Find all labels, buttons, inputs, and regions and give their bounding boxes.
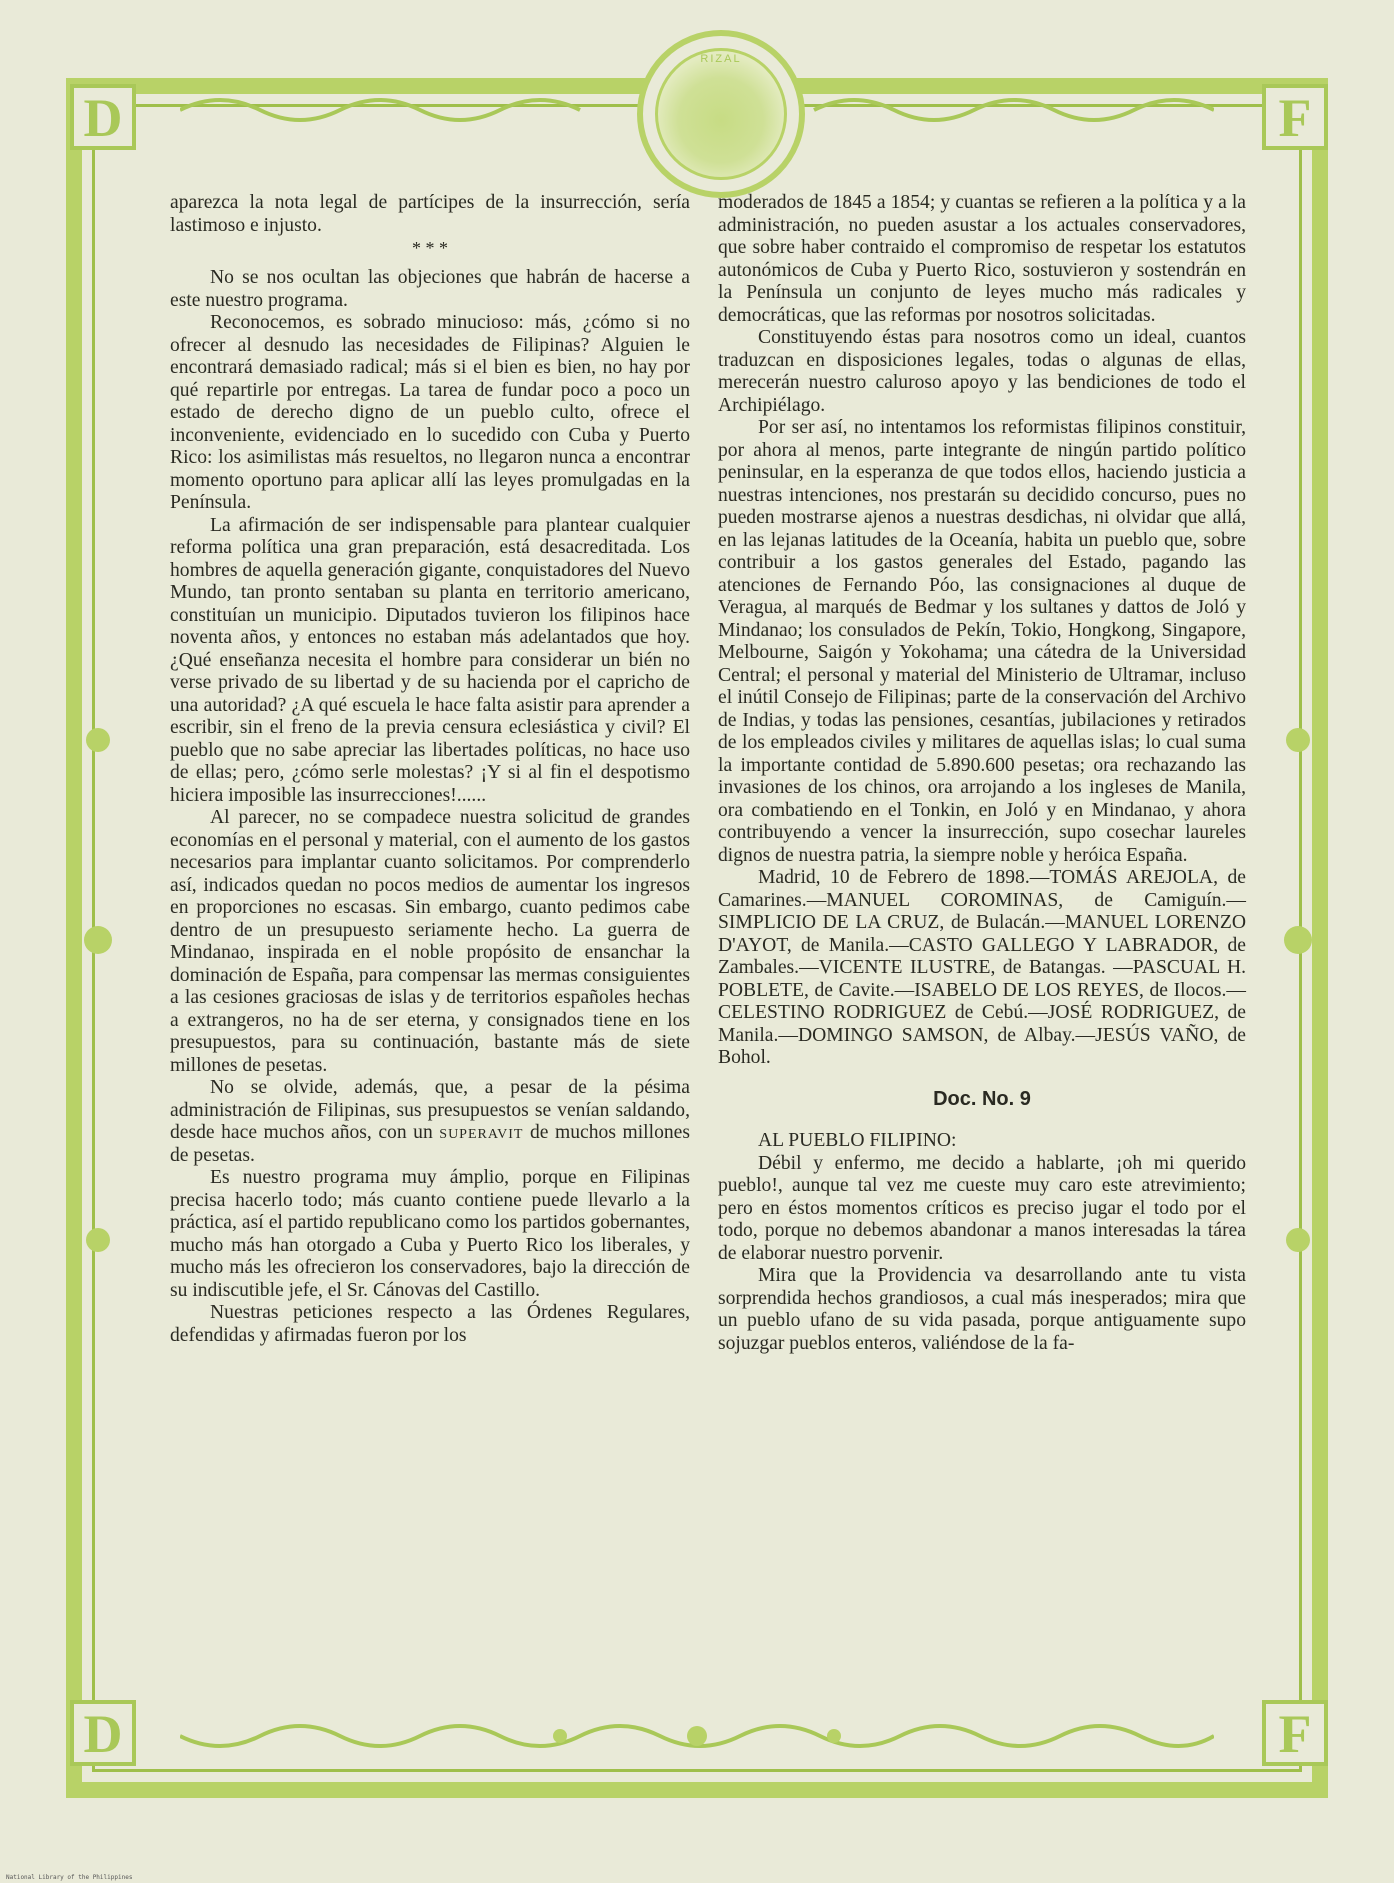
signatures-paragraph: Madrid, 10 de Febrero de 1898.—TOMÁS AREJOLA, de Camarines.—MANUEL COROMINAS, de Camiguín.—SIMPLICIO DE LA CRUZ, de Bulacán.—MANUEL LORENZO D'AYOT, de Manila.—CASTO GALLEGO Y LABRADOR, de Zambales.—VICENTE ILUSTRE, de Batangas. —PASCUAL H. POBLETE, de Cavite.—ISABELO DE LOS REYES, de Ilocos.—CELESTINO RODRIGUEZ de Cebú.—JOSÉ RODRIGUEZ, de Manila.—DOMINGO SAMSON, de Albay.—JESÚS VAÑO, de Bohol.	[718, 867, 1246, 1068]
addressee: AL PUEBLO FILIPINO:	[758, 1130, 957, 1151]
left-column	[170, 192, 690, 1347]
text-run: de muchos millones de pesetas.	[170, 1122, 690, 1166]
right-ornament	[1280, 200, 1316, 1700]
paragraph: Es nuestro programa muy ámplio, porque en Filipinas precisa hacerlo todo; más cuanto contiene puede llevarlo a la práctica, así el partido republicano como los partidos gobernantes, mucho más han otorgado a Cuba y Puerto Rico los liberales, y mucho más les ofrecieron los conservadores, bajo la dirección de su indiscutible jefe, el Sr. Cánovas del Castillo.	[170, 1167, 690, 1301]
text-run-smallcaps: superavit	[439, 1122, 524, 1143]
paragraph: Por ser así, no intentamos los reformistas filipinos constituir, por ahora al menos, parte integrante de ningún partido político peninsular, en la esperanza de que todos ellos, haciendo justicia a nuestras intenciones, nos prestarán su decidido concurso, pues no pueden mostrarse ajenos a nuestras desdichas, ni olvidar que allá, en las lejanas latitudes de la Oceanía, habita un pueblo que, sobre contribuir a los gastos generales del Estado, pagando las atenciones de Fernando Póo, las consignaciones al duque de Veragua, al marqués de Bedmar y los sultanes y dattos de Joló y Mindanao; los consulados de Pekín, Tokio, Hongkong, Singapore, Melbourne, Saigón y Yokohama; una cátedra de la Universidad Central; el personal y material del Ministerio de Ultramar, incluso el inútil Consejo de Filipinas; parte de la conservación del Archivo de Indias, y todas las pensiones, cesantías, jubilaciones y retirados de los empleados civiles y militares de aquellas islas; lo cual suma la importante contidad de 5.890.600 pesetas; ora rechazando las invasiones de los chinos, ora arrojando a los ingleses de Manila, ora combatiendo en el Tonkin, en Joló y en Mindanao, y ahora contribuyendo a vencer la insurrección, supo cosechar laureles dignos de nuestra patria, la siempre noble y heróica España.	[718, 417, 1246, 866]
paragraph: Al parecer, no se compadece nuestra solicitud de grandes economías en el personal y material, con el aumento de los gastos necesarios para implantar cuanto solicitamos. Por comprenderlo así, indicados quedan no pocos medios de aumentar los ingresos en proporciones no escasas. Sin embargo, cuanto pedimos cabe dentro de un presupuesto seriamente hecho. La guerra de Mindanao, inspirada en el noble propósito de ensanchar la dominación de España, para compensar las mermas consiguientes a las cesiones graciosas de islas y de territorios españoles hechas a extrangeros, no ha de ser eterna, y consignados tiene en los presupuestos, para su continuación, bastante más de siete millones de pesetas.	[170, 807, 690, 1076]
paragraph: Constituyendo éstas para nosotros como un ideal, cuantos traduzcan en disposiciones legales, todas o algunas de ellas, merecerán nuestro caluroso apoyo y las bendiciones de todo el Archipiélago.	[718, 327, 1246, 416]
paragraph: No se nos ocultan las objeciones que habrán de hacerse a este nuestro programa.	[170, 267, 690, 311]
section-separator: * * *	[412, 238, 448, 258]
medallion-label: RIZAL	[700, 53, 742, 65]
library-credit: National Library of the Philippines	[6, 1874, 133, 1881]
corner-initial-top-right: F	[1262, 84, 1328, 150]
portrait-medallion	[637, 30, 805, 198]
paragraph: moderados de 1845 a 1854; y cuantas se refieren a la política y a la administración, no pueden asustar a los actuales conservadores, que sobre haber contraido el compromiso de respetar los estatutos autonómicos de Cuba y Puerto Rico, sostuvieron y sostendrán en la Península un conjunto de leyes mucho más radicales y democráticas, que las reformas por nosotros solicitadas.	[718, 192, 1246, 326]
right-column	[718, 192, 1246, 1355]
text-run: No se olvide, además, que, a pesar de la pésima administración de Filipinas, sus presupuestos se venían saldando, desde hace muchos años, con un	[170, 1077, 690, 1143]
paragraph	[170, 1077, 690, 1167]
portrait-image	[655, 48, 787, 180]
corner-initial-bottom-left: D	[70, 1700, 136, 1766]
paragraph: La afirmación de ser indispensable para plantear cualquier reforma política una gran preparación, está desacreditada. Los hombres de aquella generación gigante, conquistadores del Nuevo Mundo, tan pronto sentaban su planta en territorio americano, constituían un municipio. Diputados tuvieron los filipinos hace noventa años, y entonces no estaban más adelantados que hoy. ¿Qué enseñanza necesita el hombre para considerar un bién no verse privado de su libertad y de su hacienda por el capricho de una autoridad? ¿A qué escuela le hace falta asistir para aprender a escribir, sin el freno de la previa censura eclesiástica y civil? El pueblo que no sabe apreciar las libertades políticas, no hace uso de ellas; pero, ¿cómo serle molestas? ¡Y si al fin el despotismo hiciera imposible las insurrecciones!......	[170, 514, 690, 806]
corner-initial-bottom-right: F	[1262, 1700, 1328, 1766]
left-ornament	[80, 200, 116, 1700]
paragraph: aparezca la nota legal de partícipes de la insurrección, sería lastimoso e injusto.	[170, 192, 690, 236]
paragraph: Mira que la Providencia va desarrollando ante tu vista sorprendida hechos grandiosos, a cual más inesperados; mira que un pueblo ufano de su vida pasada, porque antiguamente supo sojuzgar pueblos enteros, valiéndose de la fa-	[718, 1265, 1246, 1354]
document-heading: Doc. No. 9	[933, 1087, 1031, 1110]
paragraph: Reconocemos, es sobrado minucioso: más, ¿cómo si no ofrecer al desnudo las necesidades de Filipinas? Alguien le encontrará demasiado radical; más si el bien es bien, no hay por qué repartirle por entregas. La tarea de fundar poco a poco un estado de derecho digno de un pueblo culto, ofrece el inconveniente, evidenciado en lo sucedido con Cuba y Puerto Rico: los asimilistas más resueltos, no llegaron nunca a encontrar momento oportuno para aplicar allí las leyes promulgadas en la Península.	[170, 312, 690, 513]
bottom-ornament	[180, 1716, 1214, 1756]
paragraph: Débil y enfermo, me decido a hablarte, ¡oh mi querido pueblo!, aunque tal vez me cueste muy caro este atrevimiento; pero en éstos momentos críticos es preciso jugar el todo por el todo, porque no debemos abandonar a manos interesadas la tárea de elaborar nuestro porvenir.	[718, 1152, 1246, 1264]
corner-initial-top-left: D	[70, 84, 136, 150]
paragraph: Nuestras peticiones respecto a las Órdenes Regulares, defendidas y afirmadas fueron por los	[170, 1302, 690, 1346]
